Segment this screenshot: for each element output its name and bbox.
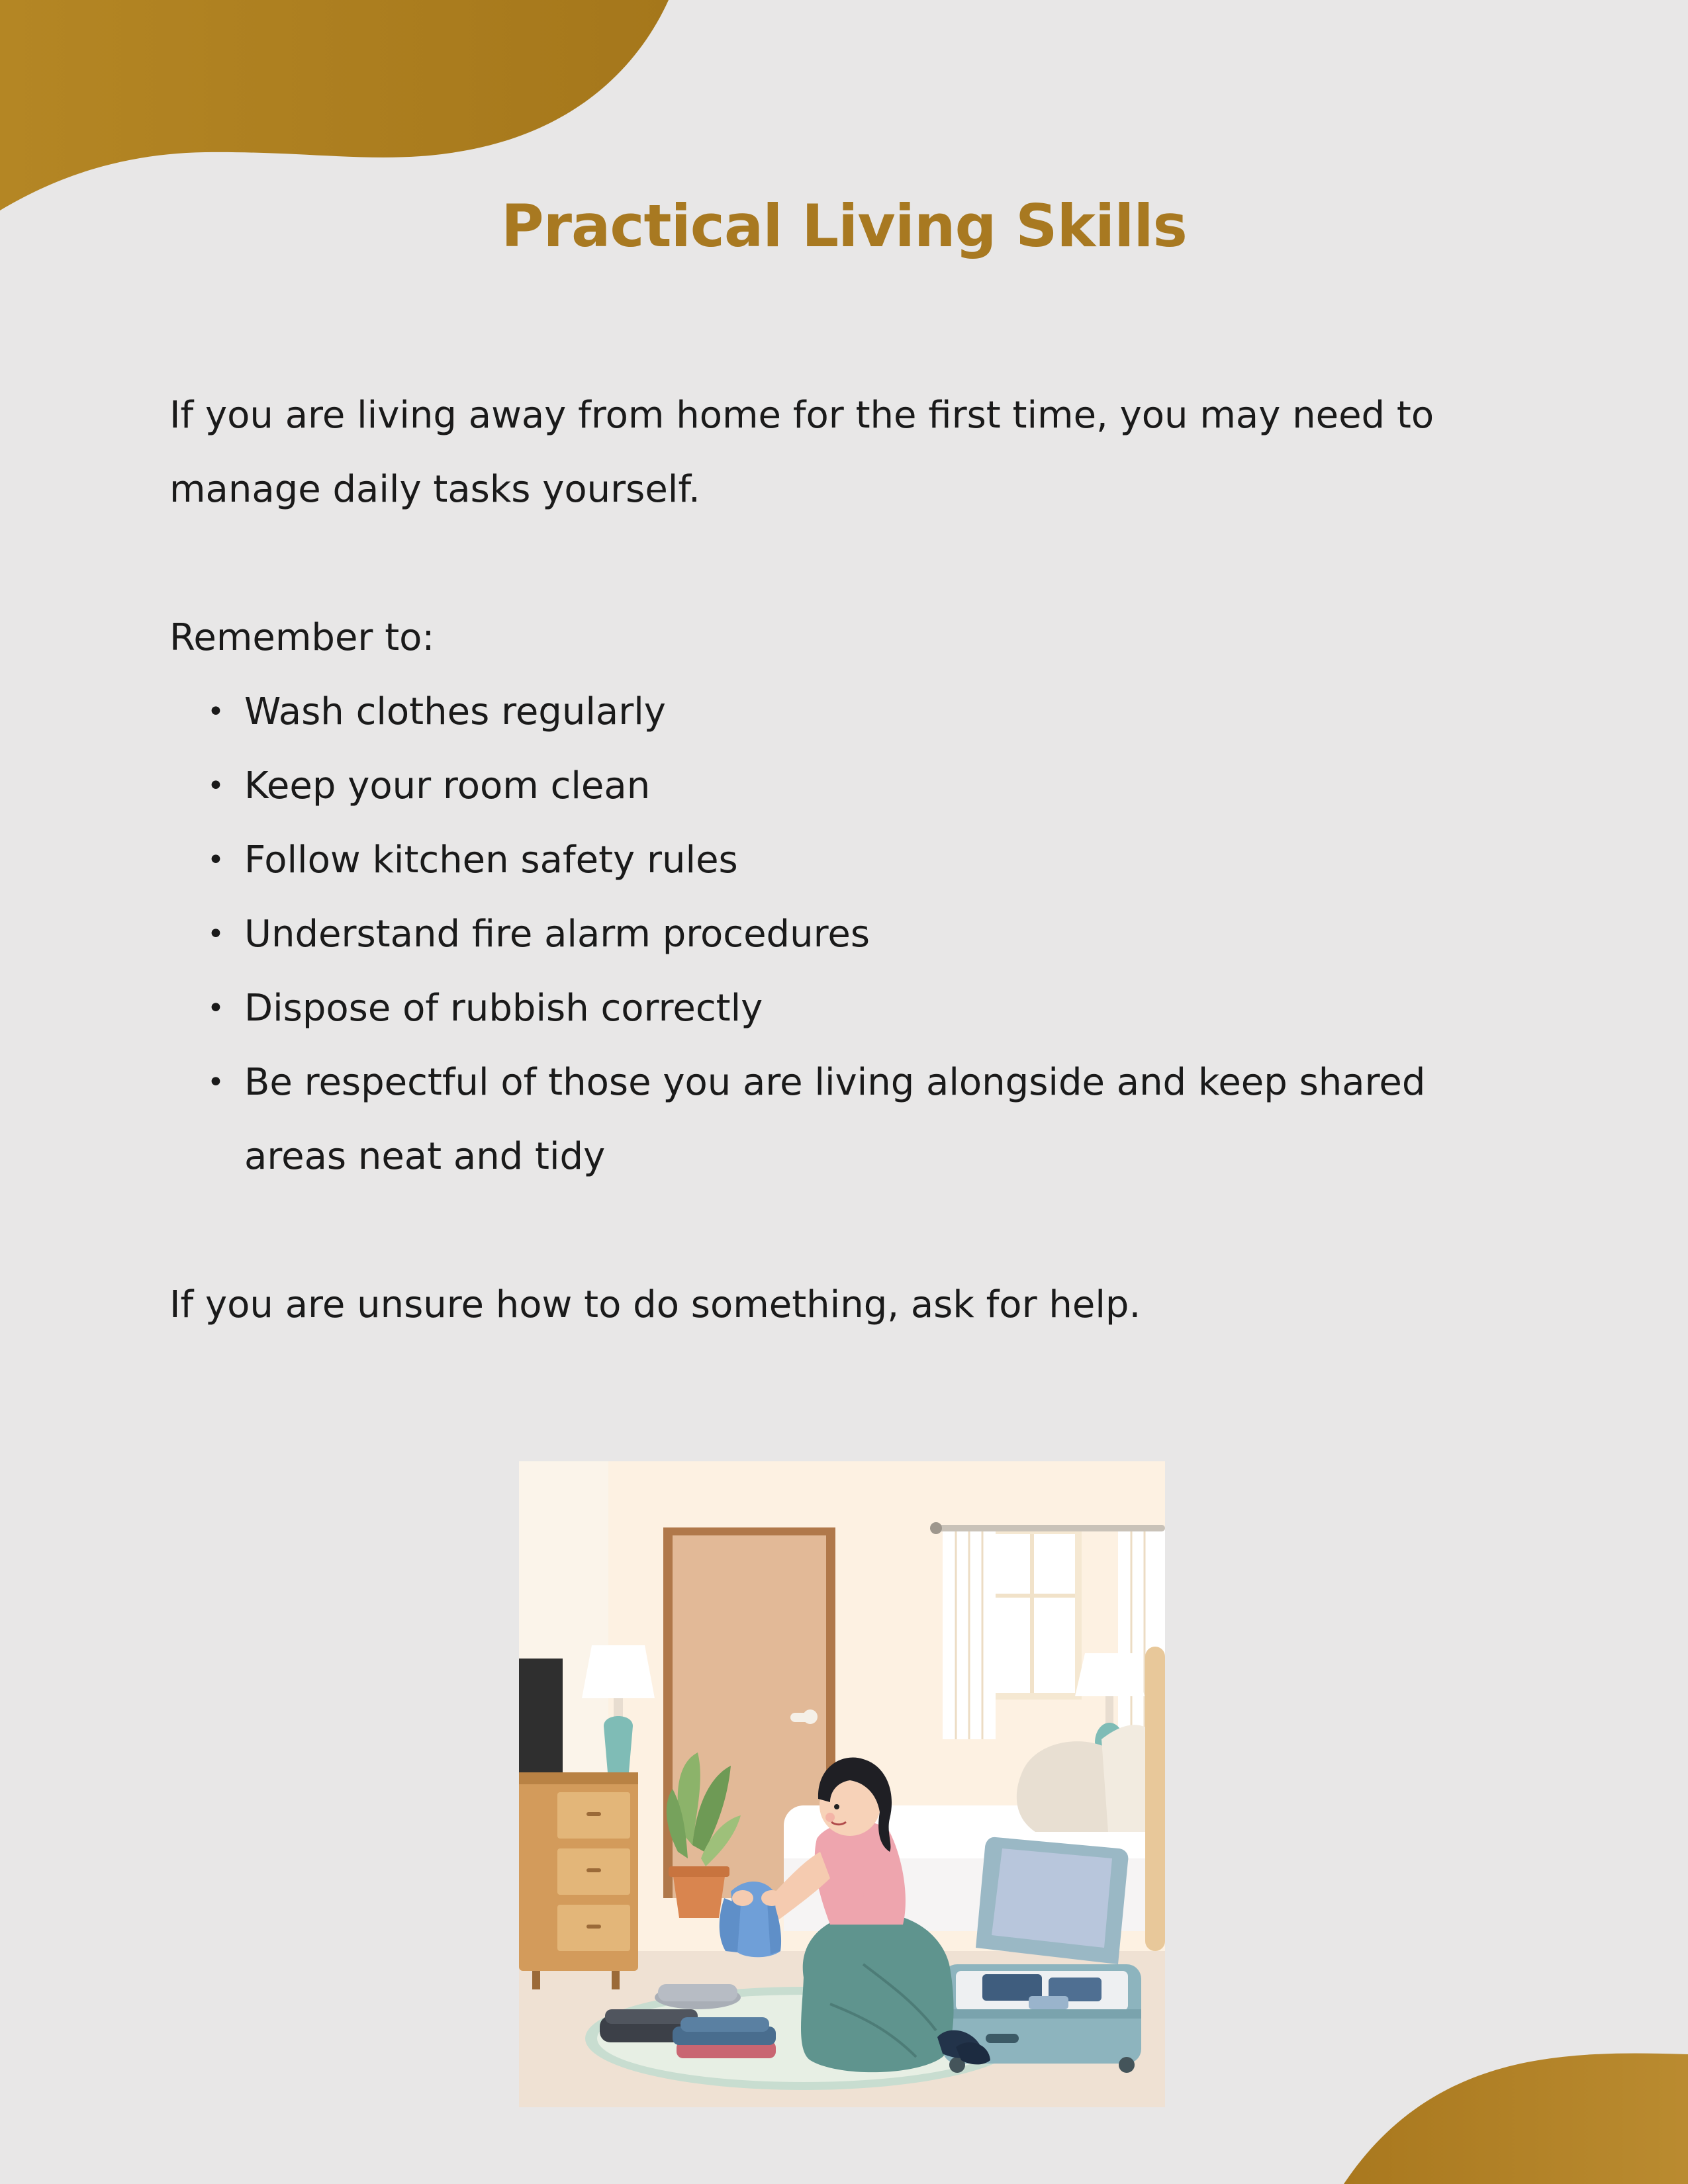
list-item [169,823,1456,897]
closing-paragraph: If you are unsure how to do something, ask for help. [169,1283,1141,1326]
list-item [169,897,1456,972]
list-item-text: Dispose of rubbish correctly [244,987,763,1030]
list-item-text: Keep your room clean [244,764,651,807]
remember-heading: Remember to: [169,616,435,659]
list-item [169,675,1456,749]
corner-decoration-bottom-right [1344,2052,1688,2184]
list-item [169,749,1456,823]
spacer [169,527,1520,601]
list-item [169,1046,1456,1194]
page-title: Practical Living Skills [501,192,1187,260]
list-item-text: Be respectful of those you are living alongside and keep shared areas neat and tidy [244,1061,1426,1178]
corner-decoration-top-left [0,0,669,212]
person-unpacking-suitcase-illustration [519,1461,1165,2107]
bullet-icon: • [207,695,224,729]
spacer [169,1194,1520,1268]
page-body [169,379,1520,1342]
list-item-text: Understand fire alarm procedures [244,913,870,956]
bullet-icon: • [207,769,224,803]
list-item [169,972,1456,1046]
list-item-text: Follow kitchen safety rules [244,839,738,882]
list-item-text: Wash clothes regularly [244,690,666,733]
reminder-list [169,675,1520,1194]
intro-paragraph: If you are living away from home for the first time, you may need to manage daily tasks yourself. [169,394,1434,511]
bullet-icon: • [207,1066,224,1099]
bullet-icon: • [207,991,224,1025]
bullet-icon: • [207,917,224,951]
bullet-icon: • [207,843,224,877]
